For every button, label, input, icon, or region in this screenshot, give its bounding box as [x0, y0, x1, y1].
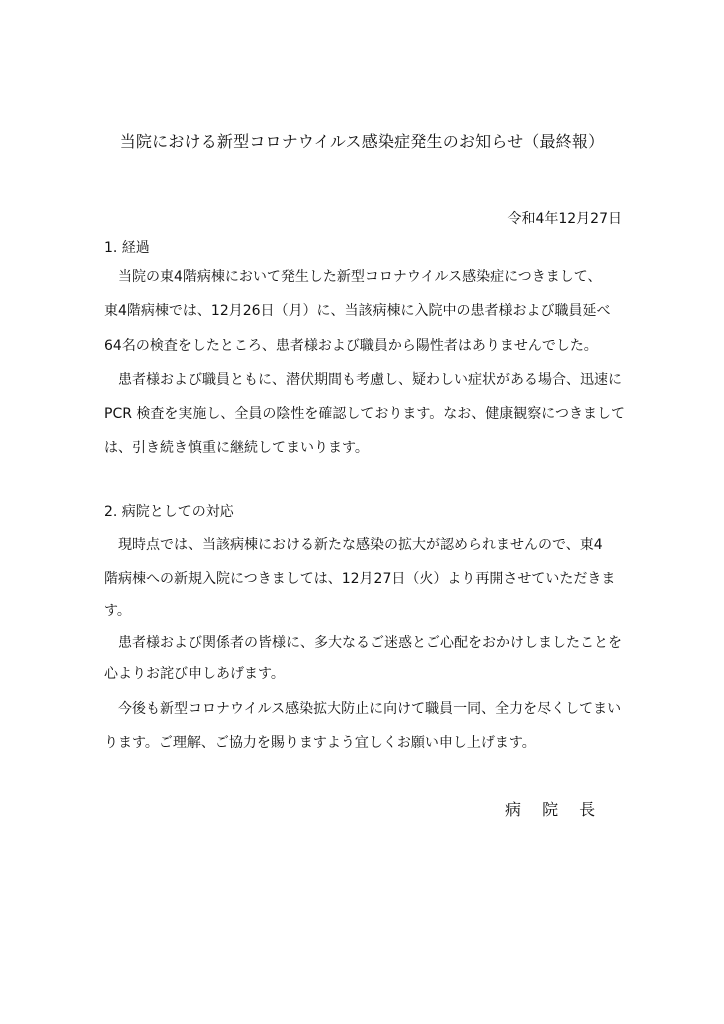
- section-1-line: 当院の東4階病棟において発生した新型コロナウイルス感染症につきまして、: [104, 269, 602, 285]
- section-2-line: 今後も新型コロナウイルス感染拡大防止に向けて職員一同、全力を尽くしてまい: [104, 701, 622, 717]
- signature-hospital-director: 病 院 長: [505, 800, 604, 819]
- section-2-line: 現時点では、当該病棟における新たな感染の拡大が認められませんので、東4: [104, 537, 603, 553]
- section-2-line: す。: [104, 603, 131, 619]
- section-2-line: 心よりお詫び申しあげます。: [104, 666, 285, 682]
- document-date: 令和4年12月27日: [507, 211, 622, 227]
- section-1-line: は、引き続き慎重に継続してまいります。: [104, 440, 369, 456]
- section-1-line: 64名の検査をしたところ、患者様および職員から陽性者はありませんでした。: [104, 338, 598, 354]
- section-1-line: PCR 検査を実施し、全員の陰性を確認しております。なお、健康観察につきまして: [104, 406, 625, 422]
- document-title: 当院における新型コロナウイルス感染症発生のお知らせ（最終報）: [119, 132, 605, 151]
- section-1-heading: 1. 経過: [104, 240, 150, 256]
- section-1-line: 東4階病棟では、12月26日（月）に、当該病棟に入院中の患者様および職員延べ: [104, 303, 611, 319]
- section-1-line: 患者様および職員ともに、潜伏期間も考慮し、疑わしい症状がある場合、迅速に: [104, 372, 622, 388]
- section-2-line: ります。ご理解、ご協力を賜りますよう宜しくお願い申し上げます。: [104, 735, 536, 751]
- section-2-line: 階病棟への新規入院につきましては、12月27日（火）より再開させていただきま: [104, 571, 616, 587]
- section-2-line: 患者様および関係者の皆様に、多大なるご迷惑とご心配をおかけしましたことを: [104, 635, 622, 651]
- section-2-heading: 2. 病院としての対応: [104, 504, 234, 520]
